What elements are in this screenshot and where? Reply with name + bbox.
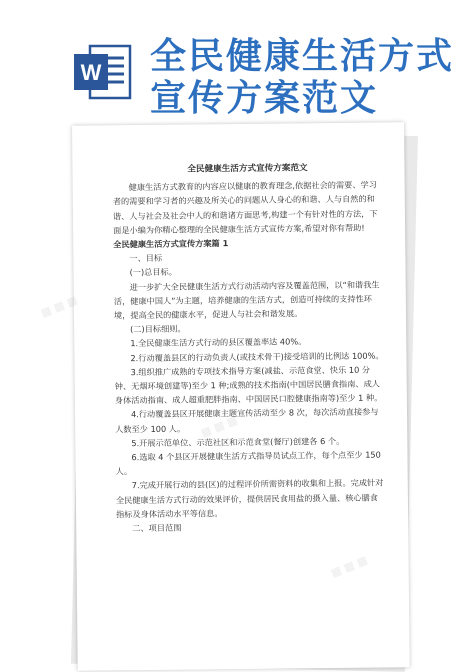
section-title: 全民健康生活方式宣传方案篇 1 xyxy=(113,238,229,250)
word-icon-letter: W xyxy=(80,60,102,85)
goal-item-3: 3.组织推广成熟的专项技术指导方案(减盐、示范食堂、快乐 10 分钟、无烟环境创建等)至少 1 种;成熟的技术指南(中国居民膳食指南、成人身体活动指南、成人超重肥胖指南、中国居民口腔健康指南等)至少 1 种。 xyxy=(114,364,383,406)
watermark-mark: ▦ ▦ ▦ xyxy=(38,293,80,320)
heading-project-scope: 二、项目范围 xyxy=(132,522,182,534)
intro-paragraph: 健康生活方式教育的内容应以健康的教育理念,依据社会的需要、学习者的需要和学习者的兴趣及所关心的问题从人身心的和谐、人与自然的和谐、人与社会及社会中人的和谐诸方面思考,构建一个有针对性的方法，下面是小编为你精心整理的全民健康生活方式宣传方案,希望对你有帮助! xyxy=(112,179,378,236)
heading-goal-details: (二)目标细则。 xyxy=(130,323,186,335)
paragraph-overall-goal: 进一步扩大全民健康生活方式行动活动内容及覆盖范围，以“和谐我生活，健康中国人”为主题，培养健康的生活方式，创造可持续的支持性环境，提高全民的健康水平，促进人与社会和谐发展。 xyxy=(113,279,380,321)
document-title: 全民健康生活方式宣传方案范文 xyxy=(187,163,308,175)
goal-item-2: 2.行动覆盖县区的行动负责人(或技术骨干)接受培训的比例达 100%。 xyxy=(130,350,384,363)
heading-overall-goal: (一)总目标。 xyxy=(129,267,177,278)
header-banner xyxy=(0,0,474,119)
goal-item-7: 7.完成开展行动的县(区)的过程评价所需资料的收集和上报。完成针对全民健康生活方式行动的效果评价，提供居民食用盐的摄入量、核心膳食指标及身体活动水平等信息。 xyxy=(115,477,384,520)
banner-title-line-2: 宣传方案范文 xyxy=(150,78,379,119)
goal-item-6: 6.选取 4 个县区开展健康生活方式指导员试点工作，每个点至少 150 人。 xyxy=(115,449,381,477)
goal-item-1: 1.全民健康生活方式行动的县区覆盖率达 40%。 xyxy=(130,336,307,349)
document-body xyxy=(112,160,386,535)
banner-title-line-1: 全民健康生活方式 xyxy=(150,36,455,77)
goal-item-4: 4.行动覆盖县区开展健康主题宣传活动至少 8 次，每次活动直接参与人数至少 100 人。 xyxy=(115,406,379,434)
document-page xyxy=(72,122,410,670)
goal-item-5: 5.开展示范单位、示范社区和示范食堂(餐厅)创建各 6 个。 xyxy=(131,435,345,448)
word-icon xyxy=(72,40,134,102)
heading-goals: 一、目标 xyxy=(129,253,163,264)
